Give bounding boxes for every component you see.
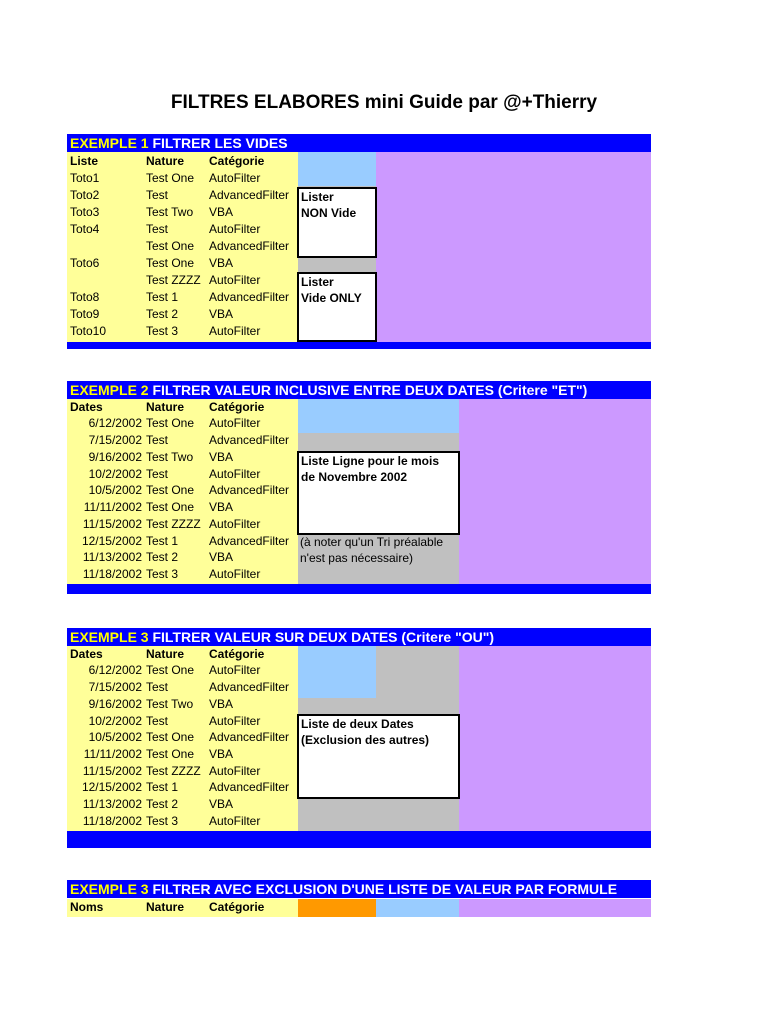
table-cell: VBA <box>209 307 234 321</box>
table-cell: AdvancedFilter <box>209 433 290 447</box>
column-header: Liste <box>70 154 99 168</box>
button-label: (Exclusion des autres) <box>301 733 430 747</box>
criteria-area <box>376 646 459 698</box>
table-cell: Test <box>146 467 169 481</box>
table-cell: Test One <box>146 730 195 744</box>
table-cell: Toto9 <box>70 307 100 321</box>
table-cell: 11/18/2002 <box>82 814 142 828</box>
button-label: Liste Ligne pour le mois <box>301 454 440 468</box>
table-cell: AdvancedFilter <box>209 483 290 497</box>
table-cell: AutoFilter <box>209 814 261 828</box>
button-lister-vide-only[interactable] <box>297 272 377 342</box>
table-cell: 11/15/2002 <box>82 517 142 531</box>
table-cell: AutoFilter <box>209 517 261 531</box>
table-cell: AdvancedFilter <box>209 534 290 548</box>
column-header: Catégorie <box>209 154 265 168</box>
table-cell: Toto1 <box>70 171 100 185</box>
table-cell: Test Two <box>146 697 194 711</box>
table-cell: VBA <box>209 500 234 514</box>
table-cell: 9/16/2002 <box>88 697 142 711</box>
button-liste-novembre-2002[interactable] <box>297 451 460 535</box>
table-cell: AutoFilter <box>209 171 261 185</box>
table-cell: AutoFilter <box>209 764 261 778</box>
table-cell: Test One <box>146 171 195 185</box>
column-header: Nature <box>146 154 185 168</box>
note-line: (à noter qu'un Tri préalable <box>300 535 444 549</box>
table-cell: 11/11/2002 <box>83 747 142 761</box>
column-header: Nature <box>146 647 185 661</box>
table-cell: 10/2/2002 <box>88 714 142 728</box>
table-cell: Test 1 <box>146 780 179 794</box>
table-cell: VBA <box>209 450 234 464</box>
table-cell: 12/15/2002 <box>81 780 142 794</box>
table-cell: AutoFilter <box>209 663 261 677</box>
section-footer-bar <box>67 342 651 349</box>
button-label: Liste de deux Dates <box>301 717 414 731</box>
button-label: Lister <box>301 190 334 204</box>
table-cell: Test ZZZZ <box>146 517 201 531</box>
table-cell: AutoFilter <box>209 467 261 481</box>
table-cell: Toto8 <box>70 290 100 304</box>
table-cell: VBA <box>209 205 234 219</box>
table-cell: Test <box>146 188 169 202</box>
column-header: Nature <box>146 400 185 414</box>
button-label: Lister <box>301 275 334 289</box>
table-cell: VBA <box>209 256 234 270</box>
table-cell: AdvancedFilter <box>209 188 290 202</box>
table-cell: AutoFilter <box>209 222 261 236</box>
table-cell: Test 3 <box>146 324 179 338</box>
example-number: EXEMPLE 1 <box>70 135 149 151</box>
table-cell: Test One <box>146 663 195 677</box>
table-cell: Test Two <box>146 450 194 464</box>
output-area <box>459 399 651 584</box>
table-cell: Test One <box>146 239 195 253</box>
table-cell: 7/15/2002 <box>88 433 142 447</box>
section-header <box>67 381 651 399</box>
table-cell: VBA <box>209 550 234 564</box>
column-header: Nature <box>146 900 185 914</box>
button-label: NON Vide <box>301 206 357 220</box>
section-footer-bar <box>67 831 651 848</box>
table-cell: Test <box>146 433 169 447</box>
table-cell: 7/15/2002 <box>88 680 142 694</box>
table-cell: AdvancedFilter <box>209 730 290 744</box>
table-cell: 10/5/2002 <box>88 483 142 497</box>
table-cell: 11/13/2002 <box>82 797 142 811</box>
page-title: FILTRES ELABORES mini Guide par @+Thierry <box>170 92 598 113</box>
table-cell: AdvancedFilter <box>209 239 290 253</box>
output-area <box>459 899 651 917</box>
button-liste-deux-dates[interactable] <box>297 714 460 799</box>
table-cell: VBA <box>209 797 234 811</box>
column-header: Dates <box>70 400 103 414</box>
table-cell: Test <box>146 714 169 728</box>
section-header <box>67 880 651 898</box>
table-cell: Test One <box>146 416 195 430</box>
column-header: Noms <box>70 900 104 914</box>
table-cell: Test ZZZZ <box>146 273 201 287</box>
table-cell: Test ZZZZ <box>146 764 201 778</box>
criteria-cell <box>376 899 459 917</box>
table-cell: Test <box>146 680 169 694</box>
table-cell: 9/16/2002 <box>88 450 142 464</box>
table-cell: Test 2 <box>146 797 179 811</box>
table-cell: AdvancedFilter <box>209 290 290 304</box>
table-cell: Test 3 <box>146 567 179 581</box>
criteria-cell <box>298 152 376 186</box>
table-cell: 6/12/2002 <box>88 416 142 430</box>
table-cell: 11/11/2002 <box>83 500 142 514</box>
criteria-cell <box>298 399 459 433</box>
table-cell: AutoFilter <box>209 567 261 581</box>
table-cell: Test 1 <box>146 290 179 304</box>
section-header-title: FILTRER VALEUR INCLUSIVE ENTRE DEUX DATES (Critere "ET") <box>148 382 588 398</box>
table-cell: VBA <box>209 747 234 761</box>
table-cell: Test 3 <box>146 814 179 828</box>
section-footer-bar <box>67 584 651 594</box>
table-cell: AutoFilter <box>209 714 261 728</box>
table-cell: Test One <box>146 747 195 761</box>
example-number: EXEMPLE 3 <box>70 629 149 645</box>
table-cell: Test <box>146 222 169 236</box>
column-header: Dates <box>70 647 103 661</box>
criteria-cell <box>298 899 376 917</box>
example-number: EXEMPLE 3 <box>70 881 149 897</box>
column-header: Catégorie <box>209 647 265 661</box>
table-cell: Test 1 <box>146 534 179 548</box>
table-cell: Test 2 <box>146 550 179 564</box>
table-cell: Test One <box>146 256 195 270</box>
table-cell: Toto2 <box>70 188 100 202</box>
section-header <box>67 134 651 152</box>
table-cell: VBA <box>209 697 234 711</box>
button-lister-non-vide[interactable] <box>297 187 377 258</box>
note-line: n'est pas nécessaire) <box>300 551 414 565</box>
output-area <box>376 152 651 342</box>
table-cell: Toto4 <box>70 222 100 236</box>
table-cell: Toto3 <box>70 205 100 219</box>
table-cell: Test Two <box>146 205 194 219</box>
section-header <box>67 628 651 646</box>
table-cell: AdvancedFilter <box>209 680 290 694</box>
table-cell: 11/13/2002 <box>82 550 142 564</box>
section-header-title: FILTRER AVEC EXCLUSION D'UNE LISTE DE VALEUR PAR FORMULE <box>148 881 618 897</box>
table-cell: Toto6 <box>70 256 100 270</box>
column-header: Catégorie <box>209 400 265 414</box>
table-cell: Test 2 <box>146 307 179 321</box>
button-label: Vide ONLY <box>301 291 362 305</box>
column-header: Catégorie <box>209 900 265 914</box>
note-text <box>300 534 443 566</box>
example-number: EXEMPLE 2 <box>70 382 149 398</box>
criteria-cell <box>298 646 376 698</box>
table-cell: 6/12/2002 <box>88 663 142 677</box>
table-cell: AutoFilter <box>209 273 261 287</box>
button-label: de Novembre 2002 <box>301 470 408 484</box>
table-cell: AutoFilter <box>209 416 261 430</box>
table-cell: 11/15/2002 <box>82 764 142 778</box>
table-cell: 10/5/2002 <box>88 730 142 744</box>
table-cell: AutoFilter <box>209 324 261 338</box>
table-cell: 12/15/2002 <box>81 534 142 548</box>
table-cell: Toto10 <box>70 324 107 338</box>
table-cell: 11/18/2002 <box>82 567 142 581</box>
table-cell: AdvancedFilter <box>209 780 290 794</box>
section-header-title: FILTRER VALEUR SUR DEUX DATES (Critere "OU") <box>148 629 494 645</box>
table-cell: 10/2/2002 <box>88 467 142 481</box>
section-header-title: FILTRER LES VIDES <box>148 135 288 151</box>
table-cell: Test One <box>146 500 195 514</box>
output-area <box>459 646 651 831</box>
table-cell: Test One <box>146 483 195 497</box>
